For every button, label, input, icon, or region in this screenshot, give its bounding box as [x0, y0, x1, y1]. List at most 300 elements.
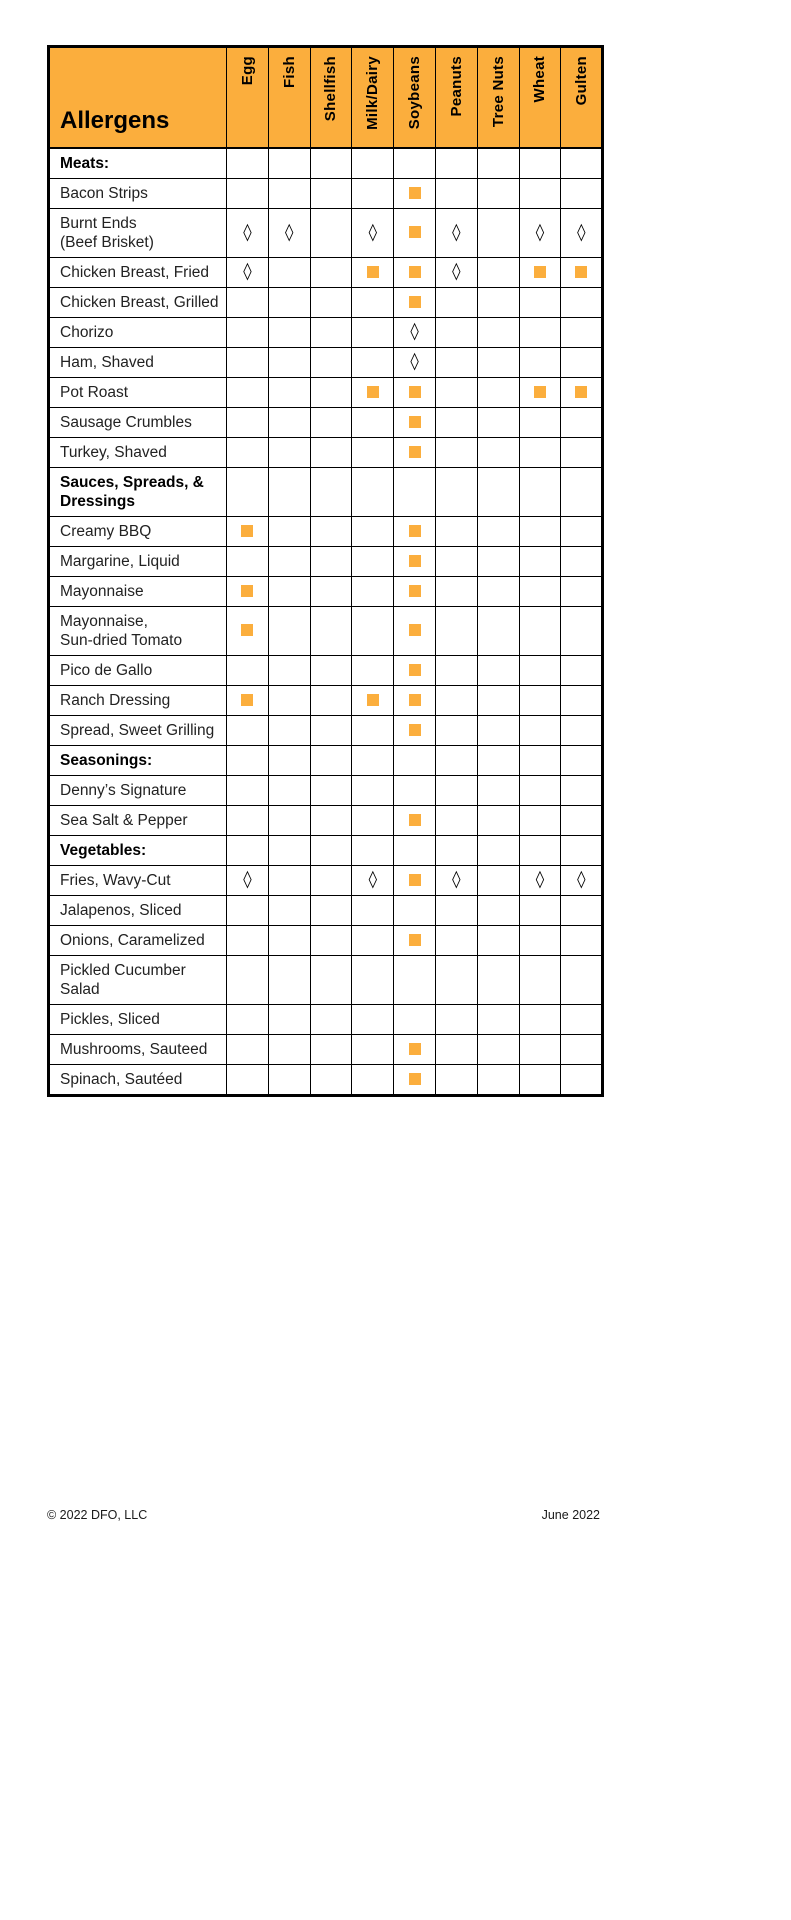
allergen-cell: [519, 805, 561, 835]
allergen-cell: [435, 865, 477, 895]
column-header-label: Peanuts: [447, 56, 465, 117]
column-header-label: Milk/Dairy: [364, 56, 382, 130]
row-label: Sausage Crumbles: [49, 407, 227, 437]
allergen-cell: [352, 576, 394, 606]
section-row: [49, 148, 603, 179]
allergen-cell: [477, 865, 519, 895]
row-label: Pot Roast: [49, 377, 227, 407]
allergen-cell: [435, 257, 477, 287]
allergen-cell: [394, 685, 436, 715]
allergen-cell: [477, 1004, 519, 1034]
allergen-cell: [352, 606, 394, 655]
allergen-cell: [310, 317, 352, 347]
allergen-cell: [352, 805, 394, 835]
allergen-cell: [310, 775, 352, 805]
allergen-cell: [435, 655, 477, 685]
allergen-cell: [310, 377, 352, 407]
allergen-cell: [268, 257, 310, 287]
allergen-cell: [519, 1004, 561, 1034]
allergen-cell: [268, 606, 310, 655]
allergen-cell: [310, 148, 352, 179]
allergen-cell: [310, 865, 352, 895]
allergen-cell: [268, 576, 310, 606]
contains-square-icon: [409, 1043, 421, 1055]
allergen-cell: [352, 287, 394, 317]
allergen-cell: [477, 516, 519, 546]
allergen-cell: [227, 775, 269, 805]
contains-square-icon: [409, 694, 421, 706]
table-row: [49, 805, 603, 835]
allergen-cell: [227, 407, 269, 437]
allergen-cell: [227, 745, 269, 775]
allergen-cell: [268, 287, 310, 317]
allergen-cell: [394, 546, 436, 576]
contains-square-icon: [241, 525, 253, 537]
allergen-cell: [310, 685, 352, 715]
contains-square-icon: [534, 386, 546, 398]
section-row: [49, 745, 603, 775]
allergen-cell: [477, 467, 519, 516]
table-row: [49, 208, 603, 257]
allergen-cell: [435, 317, 477, 347]
allergen-cell: [268, 925, 310, 955]
contains-square-icon: [409, 525, 421, 537]
allergen-cell: [394, 775, 436, 805]
allergen-table-container: [47, 45, 601, 1097]
allergen-cell: [435, 576, 477, 606]
allergen-cell: [268, 655, 310, 685]
allergen-cell: [435, 805, 477, 835]
table-row: [49, 955, 603, 1004]
allergen-cell: [310, 437, 352, 467]
allergen-cell: [268, 377, 310, 407]
allergen-cell: [394, 925, 436, 955]
contains-square-icon: [409, 416, 421, 428]
allergen-cell: [519, 437, 561, 467]
allergen-cell: [561, 1004, 603, 1034]
allergen-cell: [435, 685, 477, 715]
allergen-cell: [561, 685, 603, 715]
allergen-cell: [394, 805, 436, 835]
allergen-cell: [561, 208, 603, 257]
may-contain-diamond-icon: ◊: [410, 351, 419, 372]
allergen-cell: [435, 1034, 477, 1064]
allergen-cell: [227, 1064, 269, 1095]
section-row: [49, 467, 603, 516]
allergen-cell: [519, 715, 561, 745]
allergen-cell: [477, 955, 519, 1004]
allergen-cell: [352, 377, 394, 407]
allergen-cell: [519, 257, 561, 287]
allergen-cell: [561, 178, 603, 208]
allergen-cell: [477, 745, 519, 775]
allergen-cell: [477, 1034, 519, 1064]
allergen-cell: [310, 467, 352, 516]
allergen-cell: [352, 955, 394, 1004]
allergen-cell: [519, 178, 561, 208]
allergen-cell: [310, 925, 352, 955]
allergen-cell: [227, 347, 269, 377]
allergen-cell: [394, 715, 436, 745]
column-header-gulten: [561, 47, 603, 148]
allergen-cell: [227, 546, 269, 576]
allergen-cell: [352, 1064, 394, 1095]
allergen-cell: [435, 178, 477, 208]
allergen-cell: [352, 895, 394, 925]
allergen-cell: [310, 178, 352, 208]
allergen-cell: [310, 347, 352, 377]
contains-square-icon: [367, 694, 379, 706]
contains-square-icon: [409, 296, 421, 308]
contains-square-icon: [409, 1073, 421, 1085]
row-label: Mushrooms, Sauteed: [49, 1034, 227, 1064]
allergen-cell: [477, 407, 519, 437]
row-label: Creamy BBQ: [49, 516, 227, 546]
row-label: Chicken Breast, Grilled: [49, 287, 227, 317]
allergen-cell: [352, 715, 394, 745]
allergen-cell: [352, 1034, 394, 1064]
allergen-cell: [394, 347, 436, 377]
allergen-cell: [227, 685, 269, 715]
allergen-cell: [561, 775, 603, 805]
column-header-milk-dairy: [352, 47, 394, 148]
allergen-cell: [519, 606, 561, 655]
row-label: Spread, Sweet Grilling: [49, 715, 227, 745]
allergen-cell: [268, 208, 310, 257]
allergen-cell: [519, 895, 561, 925]
may-contain-diamond-icon: ◊: [535, 869, 545, 890]
allergen-cell: [435, 467, 477, 516]
allergen-cell: [352, 655, 394, 685]
column-header-egg: [227, 47, 269, 148]
table-row: [49, 606, 603, 655]
allergen-cell: [561, 317, 603, 347]
row-label: Pickles, Sliced: [49, 1004, 227, 1034]
allergen-cell: [268, 715, 310, 745]
allergen-cell: [352, 148, 394, 179]
contains-square-icon: [409, 934, 421, 946]
allergen-cell: [394, 377, 436, 407]
allergen-cell: [561, 257, 603, 287]
may-contain-diamond-icon: ◊: [535, 221, 545, 242]
may-contain-diamond-icon: ◊: [243, 261, 252, 282]
contains-square-icon: [409, 266, 421, 278]
allergen-cell: [519, 208, 561, 257]
allergen-cell: [477, 655, 519, 685]
allergen-cell: [310, 745, 352, 775]
column-header-tree-nuts: [477, 47, 519, 148]
allergen-cell: [519, 377, 561, 407]
allergen-cell: [310, 895, 352, 925]
table-row: [49, 775, 603, 805]
table-row: [49, 895, 603, 925]
allergen-cell: [394, 317, 436, 347]
contains-square-icon: [241, 585, 253, 597]
may-contain-diamond-icon: ◊: [368, 221, 377, 242]
allergen-cell: [519, 955, 561, 1004]
allergen-cell: [394, 516, 436, 546]
allergen-cell: [561, 955, 603, 1004]
allergen-cell: [394, 1064, 436, 1095]
allergen-cell: [268, 407, 310, 437]
allergen-cell: [561, 606, 603, 655]
allergen-cell: [519, 685, 561, 715]
allergen-cell: [394, 437, 436, 467]
table-row: [49, 925, 603, 955]
allergen-cell: [310, 576, 352, 606]
may-contain-diamond-icon: ◊: [577, 221, 586, 242]
allergen-cell: [268, 437, 310, 467]
allergen-cell: [268, 1064, 310, 1095]
allergen-cell: [352, 685, 394, 715]
allergen-cell: [310, 208, 352, 257]
may-contain-diamond-icon: ◊: [368, 869, 377, 890]
allergen-cell: [227, 467, 269, 516]
allergen-cell: [352, 925, 394, 955]
contains-square-icon: [409, 874, 421, 886]
table-row: [49, 377, 603, 407]
table-row: [49, 546, 603, 576]
allergen-cell: [561, 835, 603, 865]
allergen-cell: [477, 287, 519, 317]
allergen-cell: [352, 1004, 394, 1034]
contains-square-icon: [409, 724, 421, 736]
allergen-cell: [268, 865, 310, 895]
allergen-cell: [227, 1034, 269, 1064]
contains-square-icon: [409, 555, 421, 567]
allergen-cell: [268, 347, 310, 377]
contains-square-icon: [575, 266, 587, 278]
allergen-cell: [519, 347, 561, 377]
row-label: Spinach, Sautéed: [49, 1064, 227, 1095]
allergen-cell: [561, 287, 603, 317]
contains-square-icon: [409, 446, 421, 458]
allergen-cell: [352, 467, 394, 516]
allergen-cell: [561, 148, 603, 179]
allergen-cell: [477, 178, 519, 208]
allergen-cell: [310, 257, 352, 287]
table-title: Allergens: [60, 106, 170, 134]
contains-square-icon: [575, 386, 587, 398]
allergen-cell: [519, 925, 561, 955]
allergen-cell: [477, 715, 519, 745]
allergen-cell: [310, 407, 352, 437]
allergen-cell: [561, 516, 603, 546]
allergen-cell: [519, 775, 561, 805]
allergen-cell: [435, 606, 477, 655]
table-row: [49, 347, 603, 377]
allergen-cell: [227, 1004, 269, 1034]
row-label: Sea Salt & Pepper: [49, 805, 227, 835]
allergen-table: [47, 45, 604, 1097]
allergen-cell: [394, 257, 436, 287]
allergen-cell: [519, 516, 561, 546]
allergen-cell: [394, 955, 436, 1004]
allergen-cell: [519, 1064, 561, 1095]
allergen-cell: [394, 835, 436, 865]
allergen-cell: [310, 287, 352, 317]
contains-square-icon: [534, 266, 546, 278]
allergen-cell: [561, 805, 603, 835]
column-header-label: Soybeans: [406, 56, 424, 130]
allergen-cell: [435, 516, 477, 546]
contains-square-icon: [409, 226, 421, 238]
allergen-cell: [435, 208, 477, 257]
row-label: Ranch Dressing: [49, 685, 227, 715]
table-row: [49, 715, 603, 745]
row-label: Turkey, Shaved: [49, 437, 227, 467]
allergen-cell: [268, 317, 310, 347]
allergen-cell: [561, 745, 603, 775]
contains-square-icon: [409, 187, 421, 199]
row-label: Pickled Cucumber Salad: [49, 955, 227, 1004]
table-row: [49, 287, 603, 317]
column-header-label: Tree Nuts: [489, 56, 507, 128]
allergen-table-body: [49, 148, 603, 1096]
allergen-cell: [268, 546, 310, 576]
row-label: Chorizo: [49, 317, 227, 347]
table-row: [49, 407, 603, 437]
allergen-cell: [435, 895, 477, 925]
allergen-cell: [268, 178, 310, 208]
may-contain-diamond-icon: ◊: [410, 321, 419, 342]
allergen-cell: [352, 347, 394, 377]
allergen-cell: [268, 1034, 310, 1064]
allergen-cell: [310, 715, 352, 745]
allergen-cell: [352, 546, 394, 576]
allergen-cell: [519, 865, 561, 895]
allergen-cell: [227, 925, 269, 955]
allergen-cell: [519, 317, 561, 347]
allergen-cell: [352, 745, 394, 775]
allergen-cell: [394, 287, 436, 317]
allergen-cell: [268, 516, 310, 546]
contains-square-icon: [409, 624, 421, 636]
allergen-cell: [477, 805, 519, 835]
allergen-cell: [435, 347, 477, 377]
allergen-cell: [519, 287, 561, 317]
contains-square-icon: [367, 386, 379, 398]
allergen-cell: [394, 655, 436, 685]
allergen-cell: [227, 377, 269, 407]
allergen-cell: [561, 925, 603, 955]
allergen-cell: [310, 835, 352, 865]
allergen-cell: [477, 606, 519, 655]
allergen-cell: [352, 835, 394, 865]
page-footer: [47, 1508, 600, 1522]
allergen-cell: [394, 1034, 436, 1064]
allergen-cell: [352, 516, 394, 546]
allergen-cell: [268, 955, 310, 1004]
table-row: [49, 317, 603, 347]
allergen-cell: [394, 208, 436, 257]
allergen-cell: [561, 546, 603, 576]
table-row: [49, 257, 603, 287]
may-contain-diamond-icon: ◊: [243, 221, 252, 242]
allergen-cell: [227, 835, 269, 865]
header-row: [49, 47, 603, 148]
table-row: [49, 685, 603, 715]
allergen-cell: [435, 148, 477, 179]
allergen-cell: [561, 377, 603, 407]
allergen-cell: [561, 895, 603, 925]
allergen-cell: [561, 1064, 603, 1095]
column-header-label: Gulten: [572, 56, 590, 106]
allergen-cell: [561, 407, 603, 437]
allergen-cell: [435, 407, 477, 437]
allergen-cell: [310, 805, 352, 835]
allergen-cell: [310, 1064, 352, 1095]
allergen-cell: [477, 895, 519, 925]
allergen-cell: [227, 865, 269, 895]
allergen-cell: [394, 407, 436, 437]
row-label: Mayonnaise, Sun-dried Tomato: [49, 606, 227, 655]
date-text: June 2022: [541, 1508, 600, 1522]
row-label: Seasonings:: [49, 745, 227, 775]
copyright-text: © 2022 DFO, LLC: [47, 1508, 148, 1522]
allergen-cell: [519, 546, 561, 576]
row-label: Pico de Gallo: [49, 655, 227, 685]
allergen-cell: [227, 317, 269, 347]
contains-square-icon: [241, 624, 253, 636]
allergen-cell: [268, 1004, 310, 1034]
table-row: [49, 178, 603, 208]
allergen-cell: [477, 208, 519, 257]
row-label: Bacon Strips: [49, 178, 227, 208]
contains-square-icon: [409, 664, 421, 676]
allergen-cell: [477, 925, 519, 955]
allergen-cell: [268, 745, 310, 775]
allergen-cell: [310, 655, 352, 685]
column-header-label: Wheat: [531, 56, 549, 103]
column-header-fish: [268, 47, 310, 148]
column-header-shellfish: [310, 47, 352, 148]
allergen-cell: [227, 655, 269, 685]
row-label: Jalapenos, Sliced: [49, 895, 227, 925]
allergen-cell: [268, 467, 310, 516]
allergen-cell: [394, 745, 436, 775]
row-label: Denny’s Signature: [49, 775, 227, 805]
section-row: [49, 835, 603, 865]
row-label: Burnt Ends (Beef Brisket): [49, 208, 227, 257]
allergen-cell: [227, 208, 269, 257]
row-label: Fries, Wavy-Cut: [49, 865, 227, 895]
allergen-cell: [227, 148, 269, 179]
allergen-cell: [268, 775, 310, 805]
allergen-cell: [352, 775, 394, 805]
allergen-cell: [310, 546, 352, 576]
allergen-cell: [561, 1034, 603, 1064]
allergen-cell: [519, 1034, 561, 1064]
allergen-cell: [435, 925, 477, 955]
contains-square-icon: [409, 386, 421, 398]
allergen-cell: [477, 685, 519, 715]
allergen-cell: [394, 895, 436, 925]
table-row: [49, 516, 603, 546]
allergen-cell: [227, 715, 269, 745]
allergen-cell: [394, 865, 436, 895]
table-row: [49, 1004, 603, 1034]
allergen-cell: [435, 715, 477, 745]
may-contain-diamond-icon: ◊: [452, 261, 461, 282]
allergen-cell: [477, 377, 519, 407]
row-label: Onions, Caramelized: [49, 925, 227, 955]
column-header-label: Egg: [238, 56, 256, 86]
contains-square-icon: [367, 266, 379, 278]
allergen-cell: [310, 516, 352, 546]
allergen-cell: [561, 576, 603, 606]
may-contain-diamond-icon: ◊: [452, 869, 461, 890]
